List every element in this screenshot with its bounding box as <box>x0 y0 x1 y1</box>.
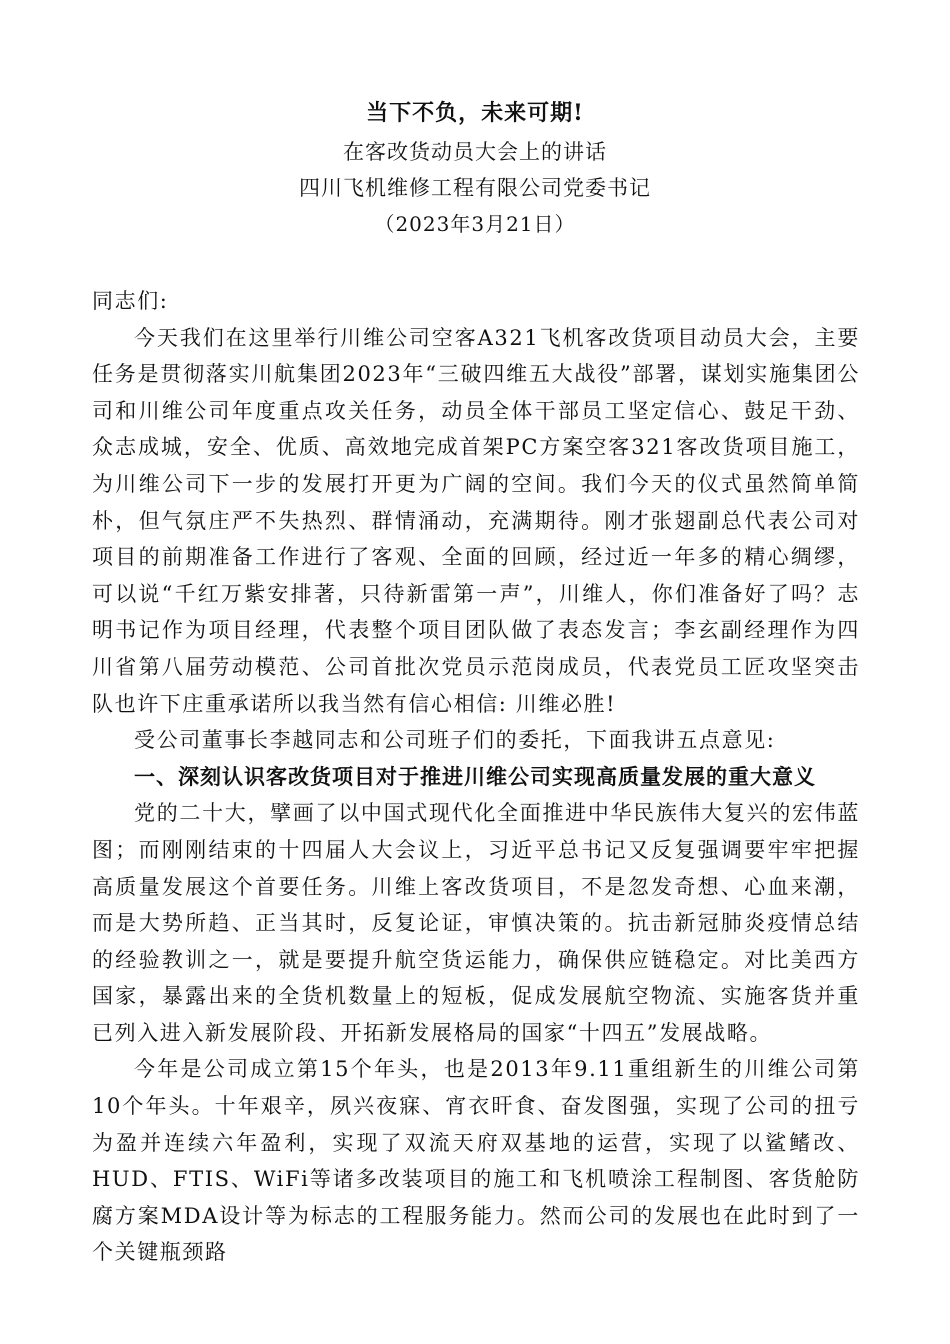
paragraph-commission: 受公司董事长李越同志和公司班子们的委托，下面我讲五点意见: <box>134 728 776 753</box>
section-1-heading: 一、深刻认识客改货项目对于推进川维公司实现高质量发展的重大意义 <box>134 764 816 789</box>
paragraph-opening: 今天我们在这里举行川维公司空客A321飞机客改货项目动员大会，主要任务是贯彻落实川航集团2023年“三破四维五大战役”部署，谋划实施集团公司和川维公司年度重点攻关任务，动员全体干部员工坚定信心、鼓足干劲、众志成城，安全、优质、高效地完成首架PC方案空客321客改货项目施工，为川维公司下一步的发展打开更为广阔的空间。我们今天的仪式虽然简单简朴，但气氛庄严不失热烈、群情涌动，充满期待。刚才张翅副总代表公司对项目的前期准备工作进行了客观、全面的回顾，经过近一年多的精心绸缪，可以说“千红万紫安排著，只待新雷第一声”，川维人，你们准备好了吗？志明书记作为项目经理，代表整个项目团队做了表态发言；李玄副经理作为四川省第八届劳动模范、公司首批次党员示范岗成员，代表党员工匠攻坚突击队也许下庄重承诺所以我当然有信心相信: 川维必胜! <box>92 325 860 716</box>
document-author: 四川飞机维修工程有限公司党委书记 <box>299 176 651 200</box>
document-subtitle: 在客改货动员大会上的讲话 <box>343 140 607 164</box>
document-date: （2023年3月21日） <box>374 212 576 236</box>
section-1-paragraph: 今年是公司成立第15个年头，也是2013年9.11重组新生的川维公司第10个年头。十年艰辛，夙兴夜寐、宵衣旰食、奋发图强，实现了公司的扭亏为盈并连续六年盈利，实现了双流天府双基地的运营，实现了以鲨鳍改、HUD、FTIS、WiFi等诸多改装项目的施工和飞机喷涂工程制图、客货舱防腐方案MDA设计等为标志的工程服务能力。然而公司的发展也在此时到了一个关键瓶颈路 <box>92 1057 860 1265</box>
section-1-paragraph: 党的二十大，擘画了以中国式现代化全面推进中华民族伟大复兴的宏伟蓝图；而刚刚结束的十四届人大会议上，习近平总书记又反复强调要牢牢把握高质量发展这个首要任务。川维上客改货项目，不是忽发奇想、心血来潮，而是大势所趋、正当其时，反复论证，审慎决策的。抗击新冠肺炎疫情总结的经验教训之一，就是要提升航空货运能力，确保供应链稳定。对比美西方国家，暴露出来的全货机数量上的短板，促成发展航空物流、实施客货并重已列入进入新发展阶段、开拓新发展格局的国家“十四五”发展战略。 <box>92 801 860 1045</box>
document-title: 当下不负，未来可期! <box>366 100 584 126</box>
salutation: 同志们: <box>92 289 169 313</box>
document-body <box>92 283 860 1271</box>
